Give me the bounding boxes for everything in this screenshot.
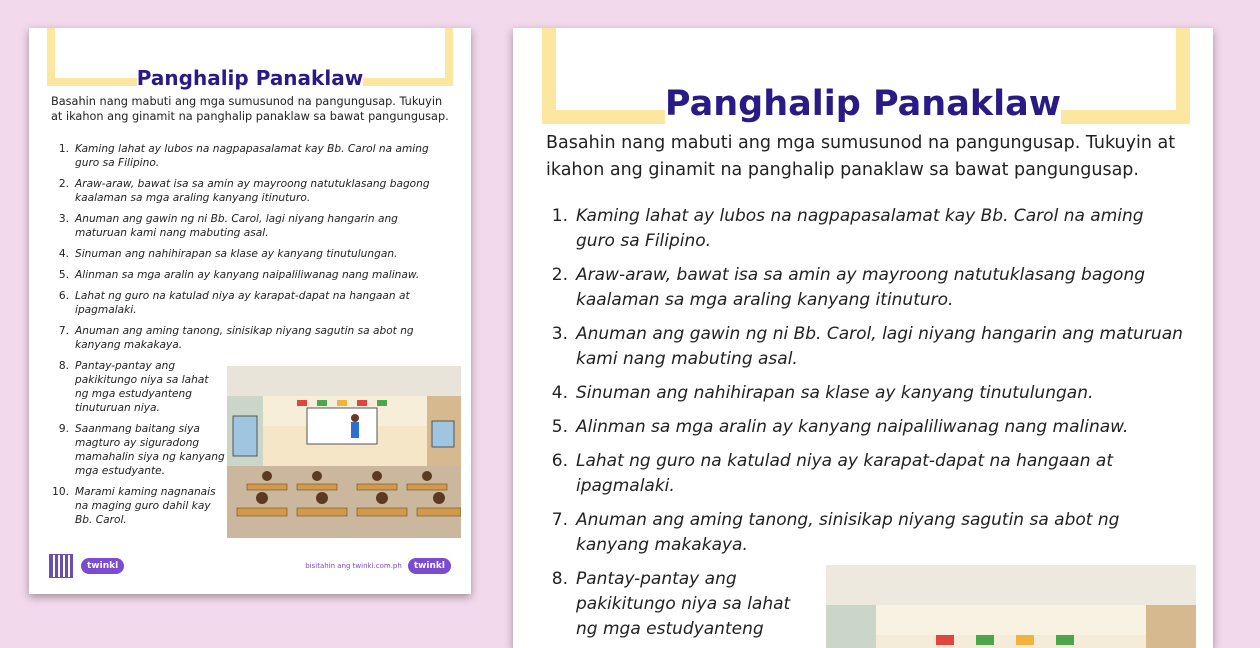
worksheet-title: Panghalip Panaklaw xyxy=(664,84,1062,124)
classroom-illustration xyxy=(227,366,461,538)
worksheet-zoom[interactable] xyxy=(513,28,1213,648)
twinkl-logo-right: twinkl xyxy=(408,558,451,574)
classroom-illustration-zoom xyxy=(826,565,1196,648)
worksheet-thumbnail[interactable] xyxy=(29,28,471,594)
worksheet-title: Panghalip Panaklaw xyxy=(136,66,364,90)
list-item: 3. Anuman ang gawin ng ni Bb. Carol, lagi niyang hangarin ang maturuan kami nang mabuting asal. xyxy=(58,213,398,239)
list-item: 8. Pantay-pantay ang pakikitungo niya sa lahat ng mga estudyanteng tinuturuan niya. xyxy=(58,360,209,414)
website-link[interactable]: bisitahin ang twinkl.com.ph xyxy=(305,562,402,570)
list-item: 2. Araw-araw, bawat isa sa amin ay mayroong natutuklasang bagong kaalaman sa mga araling kanyang itinuturo. xyxy=(58,178,430,204)
qr-code-icon xyxy=(49,554,73,578)
list-item: 6. Lahat ng guro na katulad niya ay karapat-dapat na hangaan at ipagmalaki. xyxy=(58,290,410,316)
list-item: 8. Pantay-pantay ang pakikitungo niya sa lahat ng mga estudyanteng xyxy=(551,569,791,639)
list-item: 7. Anuman ang aming tanong, sinisikap niyang sagutin sa abot ng kanyang makakaya. xyxy=(58,325,414,351)
list-item: 4. Sinuman ang nahihirapan sa klase ay kanyang tinutulungan. xyxy=(551,383,1094,403)
list-item: 5. Alinman sa mga aralin ay kanyang naipaliliwanag nang malinaw. xyxy=(551,417,1129,437)
footer xyxy=(49,552,451,580)
list-item: 10. Marami kaming nagnanais na maging guro dahil kay Bb. Carol. xyxy=(52,486,216,526)
twinkl-logo: twinkl xyxy=(81,558,124,574)
list-item: 2. Araw-araw, bawat isa sa amin ay mayroong natutuklasang bagong kaalaman sa mga araling kanyang itinuturo. xyxy=(551,265,1146,310)
list-item: 3. Anuman ang gawin ng ni Bb. Carol, lagi niyang hangarin ang maturuan kami nang mabuting asal. xyxy=(551,324,1183,369)
list-item: 5. Alinman sa mga aralin ay kanyang naipaliliwanag nang malinaw. xyxy=(58,269,420,281)
list-item: 9. Saanmang baitang siya magturo ay siguradong mamahalin siya ng kanyang mga estudyante. xyxy=(58,423,225,477)
list-item: 1. Kaming lahat ay lubos na nagpapasalamat kay Bb. Carol na aming guro sa Filipino. xyxy=(551,206,1144,251)
instructions: Basahin nang mabuti ang mga sumusunod na pangungusap. Tukuyin at ikahon ang ginamit na panghalip panaklaw sa bawat pangungusap. xyxy=(546,133,1176,180)
list-item: 1. Kaming lahat ay lubos na nagpapasalamat kay Bb. Carol na aming guro sa Filipino. xyxy=(58,143,429,169)
instructions: Basahin nang mabuti ang mga sumusunod na pangungusap. Tukuyin at ikahon ang ginamit na panghalip panaklaw sa bawat pangungusap. xyxy=(51,95,449,123)
list-item: 6. Lahat ng guro na katulad niya ay karapat-dapat na hangaan at ipagmalaki. xyxy=(551,451,1113,496)
list-item: 4. Sinuman ang nahihirapan sa klase ay kanyang tinutulungan. xyxy=(58,248,398,260)
list-item: 7. Anuman ang aming tanong, sinisikap niyang sagutin sa abot ng kanyang makakaya. xyxy=(551,510,1120,555)
